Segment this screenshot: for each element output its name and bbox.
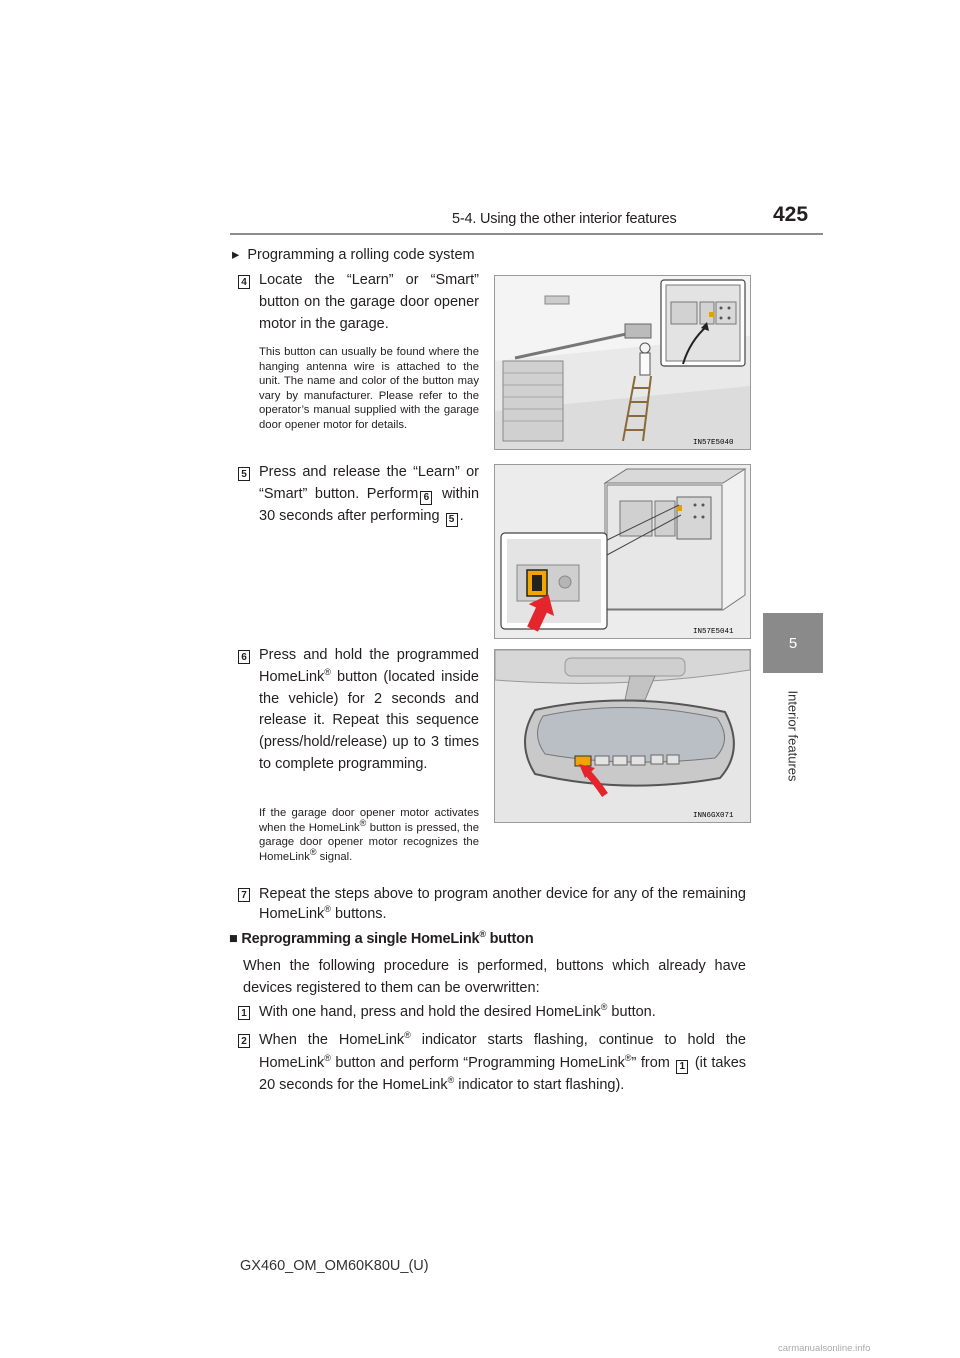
reprogram-step-1-text: With one hand, press and hold the desired HomeLink® button. bbox=[259, 1002, 656, 1020]
image-code-4: IN57E5040 bbox=[693, 439, 734, 447]
step-ref-1: 1 bbox=[676, 1060, 688, 1074]
homelink-mirror-illustration bbox=[494, 649, 751, 823]
step-number-1: 1 bbox=[238, 1006, 250, 1020]
reprogram-step-2-text: When the HomeLink® indicator starts flashing, continue to hold the HomeLink® button and perform “Programming HomeLink®” from 1 (it takes 20 seconds for the HomeLink® indicator to start flashing). bbox=[259, 1030, 747, 1093]
step-number-6: 6 bbox=[238, 650, 250, 664]
procedure-intro: ▸ Programming a rolling code system bbox=[232, 247, 475, 263]
step-number-5: 5 bbox=[238, 467, 250, 481]
triangle-bullet-icon: ▸ bbox=[232, 247, 240, 263]
step-4-note: This button can usually be found where the hanging antenna wire is attached to the unit. The name and color of the button may vary by manufacturer. Please refer to the operator’s manual supplied with the garage door opener motor for details. bbox=[259, 346, 479, 431]
watermark: carmanualsonline.info bbox=[778, 1343, 871, 1354]
step-6-note: If the garage door opener motor activates when the HomeLink® button is pressed, the garage door opener motor recognizes the HomeLink® signal. bbox=[259, 807, 479, 863]
step-7-text: Repeat the steps above to program another device for any of the remaining HomeLink® buttons. bbox=[259, 886, 746, 922]
step-4-text: Locate the “Learn” or “Smart” button on the garage door opener motor in the garage. bbox=[259, 272, 479, 332]
step-number-7: 7 bbox=[238, 888, 250, 902]
step-ref-5: 5 bbox=[446, 513, 458, 527]
section-title: 5-4. Using the other interior features bbox=[452, 211, 677, 227]
learn-button-illustration bbox=[494, 464, 751, 639]
step-6-text: Press and hold the programmed HomeLink® button (located inside the vehicle) for 2 seconds and release it. Repeat this sequence (press/hold/release) up to 3 times to complete programming. bbox=[259, 647, 479, 772]
image-code-5: IN57E5041 bbox=[693, 628, 734, 636]
reprogram-intro: When the following procedure is performed, buttons which already have devices registered to them can be overwritten: bbox=[243, 958, 746, 996]
step-5-text: Press and release the “Learn” or “Smart” button. Perform 6 within 30 seconds after performing 5 . bbox=[259, 464, 480, 525]
page-number: 425 bbox=[773, 203, 809, 226]
image-code-6: INN6GX071 bbox=[693, 812, 734, 820]
step-ref-6: 6 bbox=[420, 491, 432, 505]
reprogram-heading: ■ Reprogramming a single HomeLink® button bbox=[229, 929, 534, 947]
garage-opener-illustration bbox=[494, 275, 751, 450]
document-code: GX460_OM_OM60K80U_(U) bbox=[240, 1258, 429, 1274]
chapter-number: 5 bbox=[788, 634, 798, 652]
step-number-4: 4 bbox=[238, 275, 250, 289]
chapter-label: Interior features bbox=[785, 690, 801, 782]
square-bullet-icon: ■ bbox=[229, 931, 238, 947]
header-divider bbox=[230, 233, 823, 235]
step-number-2: 2 bbox=[238, 1034, 250, 1048]
chapter-tab bbox=[763, 613, 823, 673]
